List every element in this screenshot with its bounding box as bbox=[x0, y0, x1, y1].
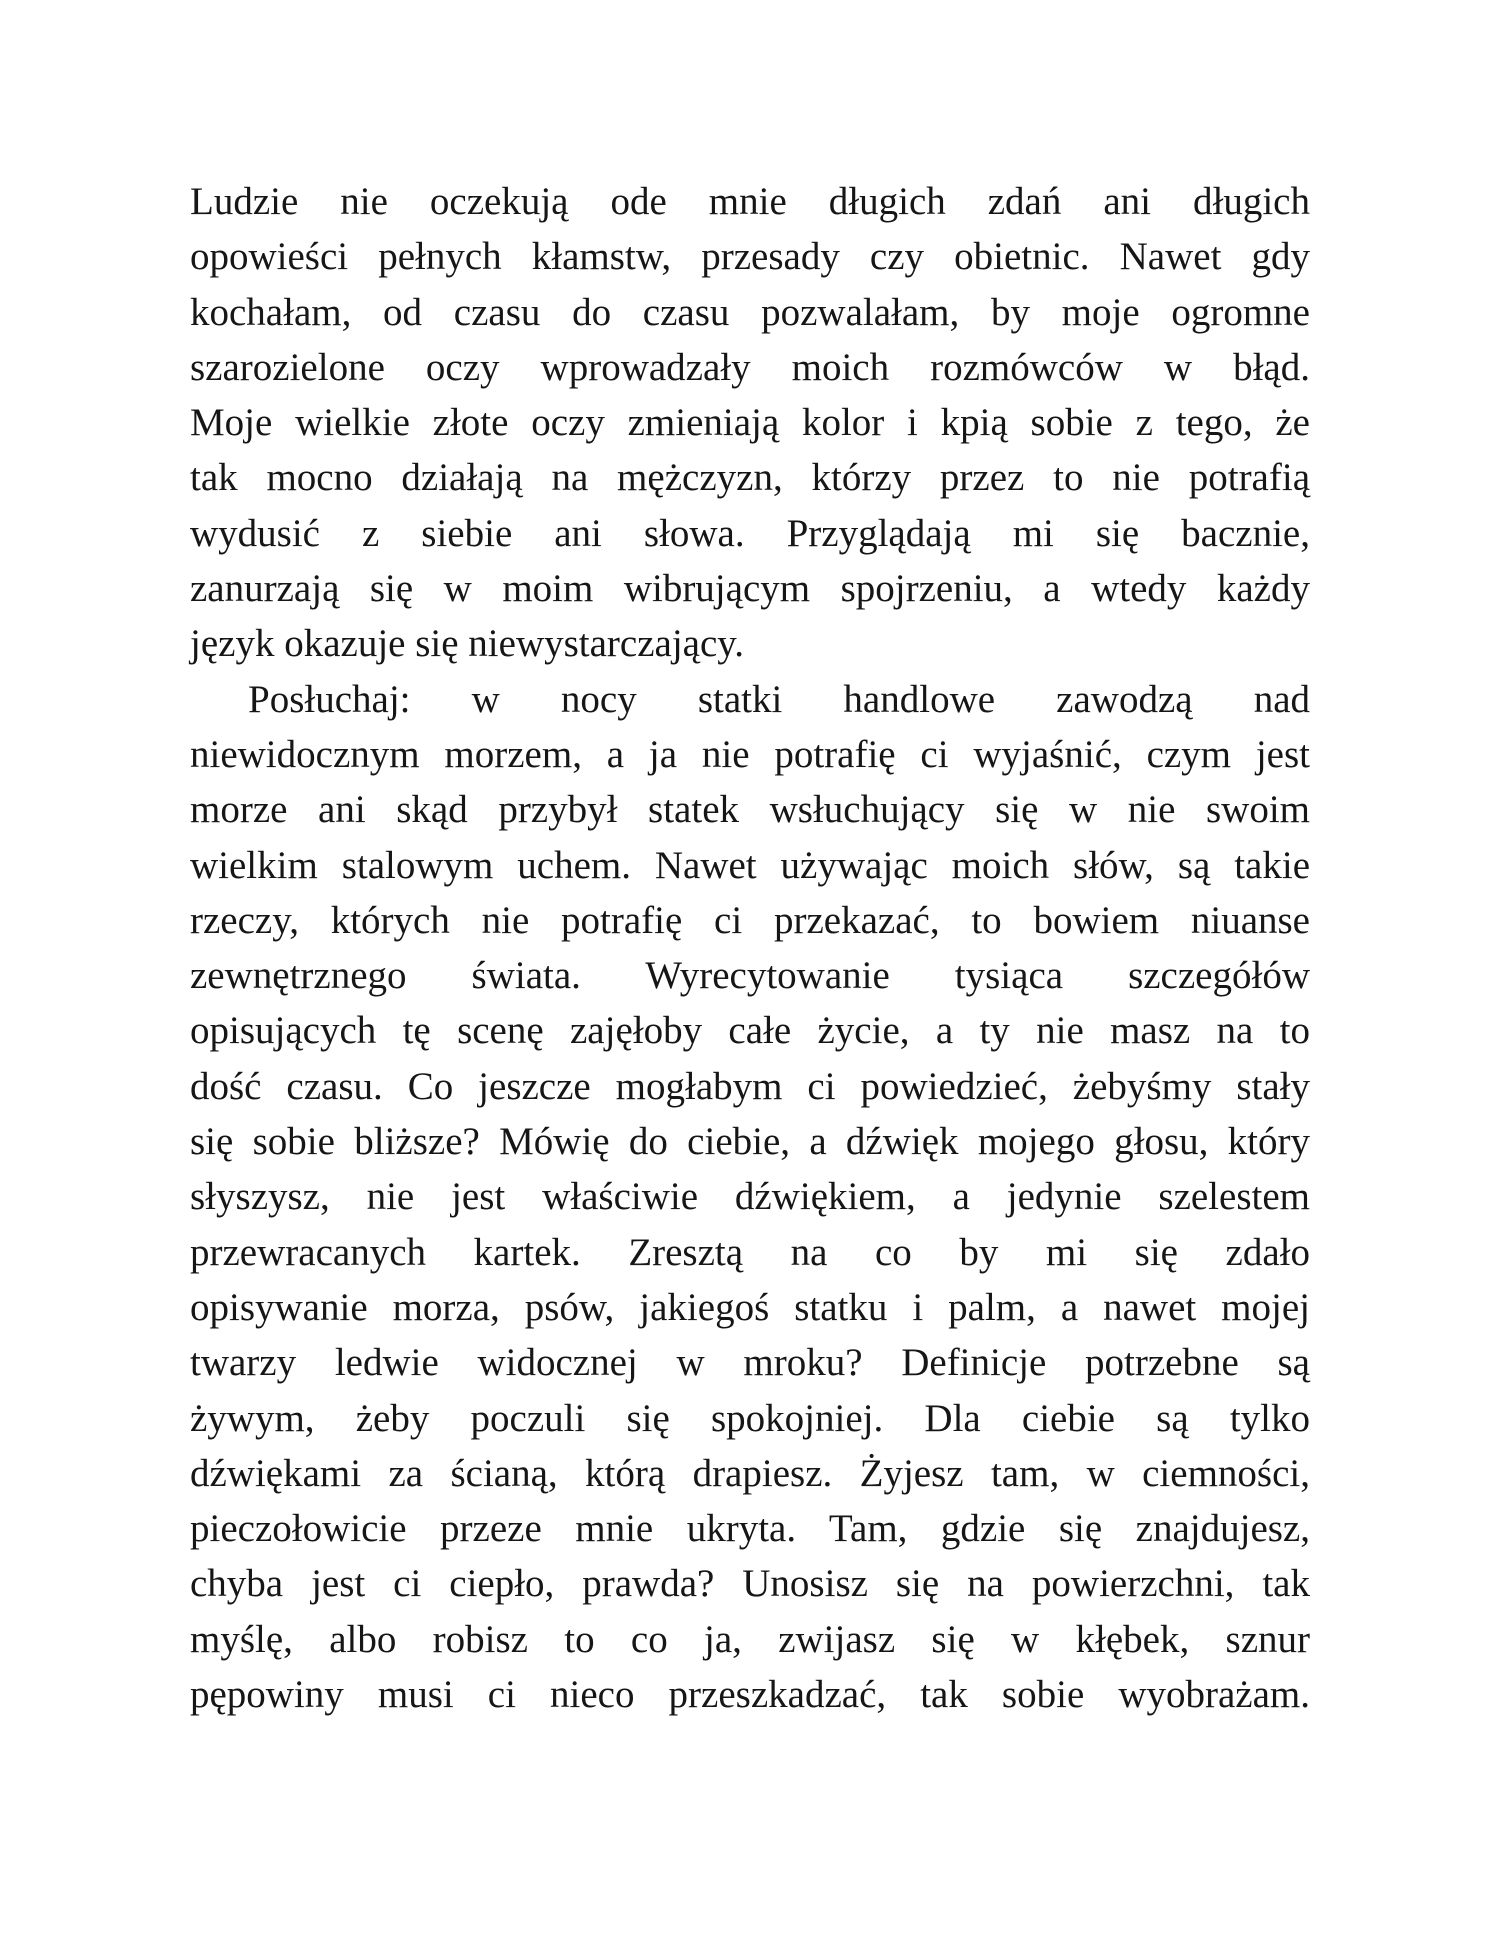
text-line: Ludzie nie oczekują ode mnie długich zdań ani długich bbox=[190, 180, 1310, 223]
text-line: się sobie bliższe? Mówię do ciebie, a dźwięk mojego głosu, który bbox=[190, 1120, 1310, 1164]
text-line: Posłuchaj: w nocy statki handlowe zawodzą nad bbox=[248, 677, 1310, 721]
text-line: pępowiny musi ci nieco przeszkadzać, tak sobie wyobrażam. bbox=[190, 1673, 1310, 1717]
text-line: słyszysz, nie jest właściwie dźwiękiem, a jedynie szelestem bbox=[190, 1175, 1310, 1219]
text-line: tak mocno działają na mężczyzn, którzy przez to nie potrafią bbox=[190, 456, 1310, 500]
text-line: opisujących tę scenę zajęłoby całe życie, a ty nie masz na to bbox=[190, 1009, 1310, 1053]
text-line: wydusić z siebie ani słowa. Przyglądają mi się bacznie, bbox=[190, 511, 1310, 555]
paragraph bbox=[190, 174, 1310, 672]
book-page-text bbox=[190, 174, 1310, 1722]
text-line: opisywanie morza, psów, jakiegoś statku i palm, a nawet mojej bbox=[190, 1285, 1310, 1329]
text-line: dość czasu. Co jeszcze mogłabym ci powiedzieć, żebyśmy stały bbox=[190, 1064, 1310, 1108]
text-line: opowieści pełnych kłamstw, przesady czy obietnic. Nawet gdy bbox=[190, 235, 1310, 279]
text-line: Moje wielkie złote oczy zmieniają kolor i kpią sobie z tego, że bbox=[190, 401, 1310, 445]
text-line: kochałam, od czasu do czasu pozwalałam, by moje ogromne bbox=[190, 290, 1310, 334]
paragraph bbox=[190, 672, 1310, 1723]
text-line: zanurzają się w moim wibrującym spojrzeniu, a wtedy każdy bbox=[190, 567, 1310, 611]
text-line: pieczołowicie przeze mnie ukryta. Tam, gdzie się znajdujesz, bbox=[190, 1507, 1310, 1551]
text-line: morze ani skąd przybył statek wsłuchujący się w nie swoim bbox=[190, 788, 1310, 832]
text-line: szarozielone oczy wprowadzały moich rozmówców w błąd. bbox=[190, 345, 1310, 389]
text-line: przewracanych kartek. Zresztą na co by mi się zdało bbox=[190, 1230, 1310, 1274]
text-line: żywym, żeby poczuli się spokojniej. Dla ciebie są tylko bbox=[190, 1396, 1310, 1440]
text-line: chyba jest ci ciepło, prawda? Unosisz się na powierzchni, tak bbox=[190, 1562, 1310, 1606]
text-line: zewnętrznego świata. Wyrecytowanie tysiąca szczegółów bbox=[190, 954, 1310, 998]
text-line: rzeczy, których nie potrafię ci przekazać, to bowiem niuanse bbox=[190, 898, 1310, 942]
text-line: twarzy ledwie widocznej w mroku? Definicje potrzebne są bbox=[190, 1341, 1310, 1385]
text-line: wielkim stalowym uchem. Nawet używając moich słów, są takie bbox=[190, 843, 1310, 887]
text-line: niewidocznym morzem, a ja nie potrafię ci wyjaśnić, czym jest bbox=[190, 732, 1310, 776]
text-line: myślę, albo robisz to co ja, zwijasz się w kłębek, sznur bbox=[190, 1617, 1310, 1661]
text-line: język okazuje się niewystarczający. bbox=[190, 622, 745, 666]
text-line: dźwiękami za ścianą, którą drapiesz. Żyjesz tam, w ciemności, bbox=[190, 1451, 1310, 1495]
